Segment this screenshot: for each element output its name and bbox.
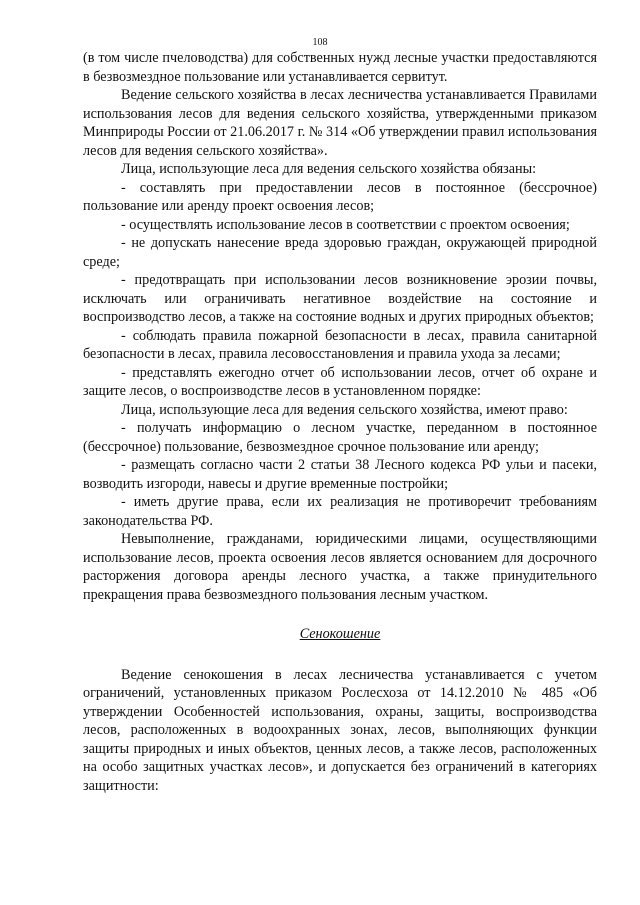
document-body (83, 49, 597, 795)
list-item: - соблюдать правила пожарной безопасности в лесах, правила санитарной безопасности в лесах, правила лесовосстановления и правила ухода за лесами; (83, 327, 597, 362)
list-item: - иметь другие права, если их реализация не противоречит требованиям законодательства РФ. (83, 494, 597, 529)
list-item: - составлять при предоставлении лесов в постоянное (бессрочное) пользование или аренду проект освоения лесов; (83, 179, 597, 214)
list-item: - представлять ежегодно отчет об использовании лесов, отчет об охране и защите лесов, о воспроизводстве лесов в установленном порядке: (83, 364, 597, 399)
list-item: - осуществлять использование лесов в соответствии с проектом освоения; (121, 216, 570, 233)
list-item: - не допускать нанесение вреда здоровью граждан, окружающей природной среде; (83, 235, 597, 270)
list-item: - размещать согласно части 2 статьи 38 Лесного кодекса РФ ульи и пасеки, возводить изгороди, навесы и другие временные постройки; (83, 457, 597, 492)
paragraph: Лица, использующие леса для ведения сельского хозяйства обязаны: (121, 161, 537, 177)
paragraph: (в том числе пчеловодства) для собственных нужд лесные участки предоставляются в безвозмездное пользование или устанавливается сервитут. (83, 50, 597, 85)
page-number: 108 (312, 37, 328, 48)
list-item: - получать информацию о лесном участке, переданном в постоянное (бессрочное) пользование, безвозмездное срочное пользование или аренду; (83, 420, 597, 455)
section-title: Сенокошение (299, 626, 381, 642)
list-item: - предотвращать при использовании лесов возникновение эрозии почвы, исключать или ограничивать негативное воздействие на состояние и воспроизводство лесов, а также на состояние водных и других природных объектов; (83, 272, 597, 325)
paragraph: Ведение сельского хозяйства в лесах лесничества устанавливается Правилами использования лесов для ведения сельского хозяйства, утвержденными приказом Минприроды России от 21.06.2017 г. № 314 «Об утверждении правил использования лесов для ведения сельского хозяйства». (83, 87, 597, 159)
paragraph: Лица, использующие леса для ведения сельского хозяйства, имеют право: (121, 401, 568, 418)
paragraph: Ведение сенокошения в лесах лесничества устанавливается с учетом ограничений, установленных приказом Рослесхоза от 14.12.2010 № 485 «Об утверждении Особенностей использования, охраны, защиты, воспроизводства лесов, расположенных в водоохранных зонах, лесов, выполняющих функции защиты природных и иных объектов, ценных лесов, а также лесов, расположенных на особо защитных участках лесов», и допускается без ограничений в категориях защитности: (83, 666, 597, 794)
paragraph: Невыполнение, гражданами, юридическими лицами, осуществляющими использование лесов, проекта освоения лесов является основанием для досрочного расторжения договора аренды лесного участка, а также принудительного прекращения права безвозмездного пользования лесным участком. (83, 531, 597, 603)
